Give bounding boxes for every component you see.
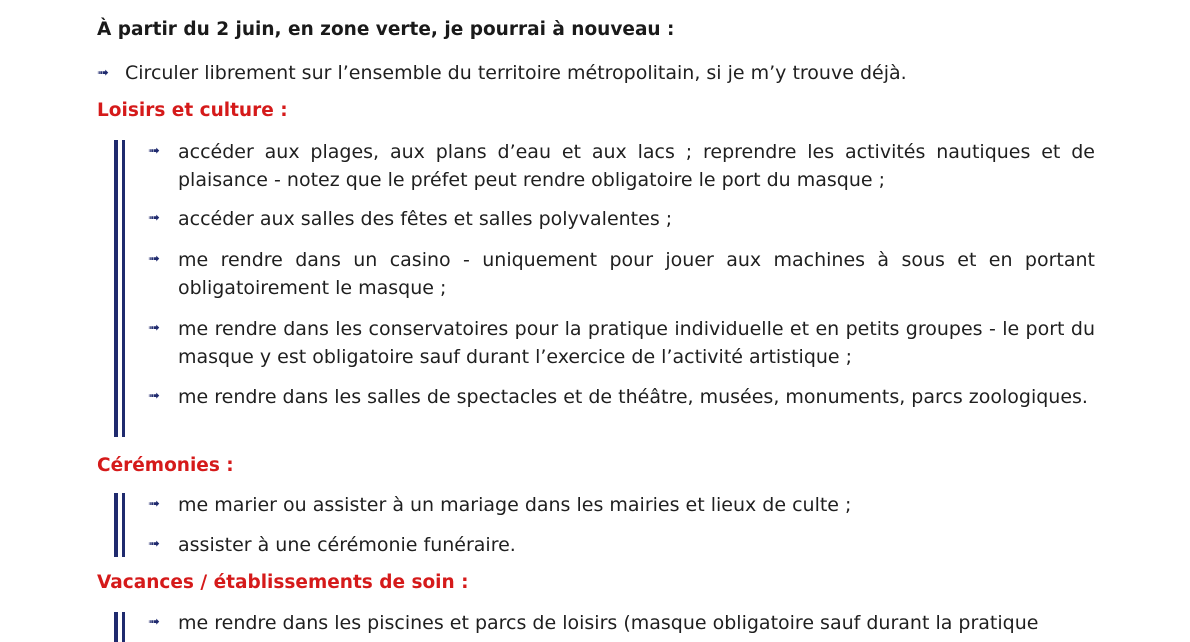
arrow-bullet-icon: ➟ (148, 143, 160, 159)
list-item-text: accéder aux salles des fêtes et salles polyvalentes ; (178, 208, 673, 230)
list-item (148, 315, 1095, 371)
section-bar-ceremonies (114, 493, 126, 557)
list-item (148, 246, 1095, 302)
list-item-text: me rendre dans les conservatoires pour la pratique individuelle et en petits groupes - le port du masque y est obligatoire sauf durant l’exercice de l’activité artistique ; (178, 318, 1095, 368)
list-item (148, 609, 1095, 637)
list-item-text: me rendre dans un casino - uniquement pour jouer aux machines à sous et en portant obligatoirement le masque ; (178, 249, 1095, 299)
bar-thick (114, 140, 118, 437)
list-item-text: me marier ou assister à un mariage dans les mairies et lieux de culte ; (178, 494, 852, 516)
arrow-bullet-icon: ➟ (148, 251, 160, 267)
arrow-bullet-icon: ➟ (97, 65, 109, 81)
list-item (148, 138, 1095, 194)
intro-text: Circuler librement sur l’ensemble du territoire métropolitain, si je m’y trouve déjà. (125, 62, 907, 84)
arrow-bullet-icon: ➟ (148, 496, 160, 512)
page-heading: À partir du 2 juin, en zone verte, je pourrai à nouveau : (97, 19, 675, 40)
arrow-bullet-icon: ➟ (148, 320, 160, 336)
bar-thin (122, 493, 125, 557)
arrow-bullet-icon: ➟ (148, 210, 160, 226)
list-item-text: me rendre dans les salles de spectacles et de théâtre, musées, monuments, parcs zoologiques. (178, 386, 1088, 408)
bar-thin (122, 612, 125, 642)
list-item-text: assister à une cérémonie funéraire. (178, 534, 516, 556)
bar-thick (114, 612, 118, 642)
list-item (148, 531, 1095, 559)
section-title-vacances: Vacances / établissements de soin : (97, 572, 469, 593)
arrow-bullet-icon: ➟ (148, 388, 160, 404)
list-item (148, 491, 1095, 519)
arrow-bullet-icon: ➟ (148, 614, 160, 630)
arrow-bullet-icon: ➟ (148, 536, 160, 552)
list-item (148, 205, 1095, 233)
bar-thin (122, 140, 125, 437)
section-bar-loisirs (114, 140, 126, 437)
list-item (148, 383, 1095, 411)
bar-thick (114, 493, 118, 557)
section-title-loisirs: Loisirs et culture : (97, 100, 288, 121)
list-item-text: me rendre dans les piscines et parcs de loisirs (masque obligatoire sauf durant la pratique (178, 612, 1039, 634)
list-item-text: accéder aux plages, aux plans d’eau et aux lacs ; reprendre les activités nautiques et de plaisance - notez que le préfet peut rendre obligatoire le port du masque ; (178, 141, 1095, 191)
section-bar-vacances (114, 612, 126, 642)
section-title-ceremonies: Cérémonies : (97, 455, 234, 476)
